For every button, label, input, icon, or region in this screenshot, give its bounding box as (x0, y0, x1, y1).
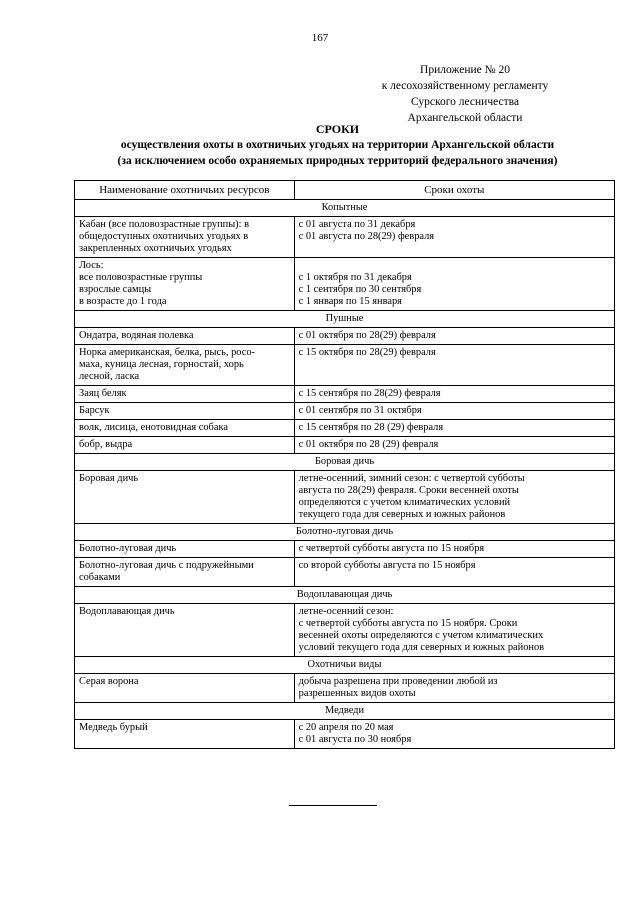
table-row (75, 604, 615, 657)
resource-line: в возрасте до 1 года (79, 296, 167, 307)
resource-line: лесной, ласка (79, 371, 140, 382)
group-ungulates: Копытные (75, 200, 615, 217)
group-row (75, 703, 615, 720)
group-meadow: Болотно-луговая дичь (75, 524, 615, 541)
appendix-line: Сурского лесничества (410, 96, 520, 108)
resource-cell: Боровая дичь (75, 471, 295, 524)
resource-cell: Барсук (75, 403, 295, 420)
appendix-line: к лесохозяйственному регламенту (381, 80, 549, 92)
dates-line: с четвертой субботы августа по 15 ноября. Сроки (298, 618, 518, 629)
dates-line: с 1 октября по 31 декабря (298, 272, 412, 283)
title-main: СРОКИ (315, 122, 360, 136)
table-row (75, 437, 615, 454)
dates-cell: с 01 октября по 28(29) февраля (294, 328, 614, 345)
dates-cell: с 01 октября по 28 (29) февраля (294, 437, 614, 454)
dates-cell (294, 674, 614, 703)
dates-line: с 20 апреля по 20 мая (298, 722, 394, 733)
resource-cell (75, 345, 295, 386)
dates-cell: с 15 сентября по 28(29) февраля (294, 386, 614, 403)
group-fur: Пушные (75, 311, 615, 328)
footnote-divider (289, 805, 377, 806)
resource-line: закрепленных охотничьих угодьях (79, 243, 232, 254)
dates-cell: с 01 сентября по 31 октября (294, 403, 614, 420)
dates-line: летне-осенний, зимний сезон: с четвертой субботы (298, 473, 525, 484)
table-row (75, 403, 615, 420)
group-row (75, 311, 615, 328)
table-row (75, 328, 615, 345)
group-bears: Медведи (75, 703, 615, 720)
dates-line: с 01 августа по 28(29) февраля (298, 231, 435, 242)
appendix-line: Архангельской области (407, 112, 523, 124)
dates-cell (294, 471, 614, 524)
table-row (75, 420, 615, 437)
dates-line: определяются с учетом климатических условий (298, 497, 511, 508)
resource-cell: Медведь бурый (75, 720, 295, 749)
resource-line: взрослые самцы (79, 284, 152, 295)
header-dates: Сроки охоты (294, 181, 614, 200)
dates-line: текущего года для северных и южных районов (298, 509, 506, 520)
table-row (75, 217, 615, 258)
dates-line (299, 260, 610, 272)
group-row (75, 657, 615, 674)
table-row (75, 674, 615, 703)
table-row (75, 558, 615, 587)
appendix-header (340, 62, 590, 126)
dates-line: августа по 28(29) февраля. Сроки весенней охоты (298, 485, 519, 496)
dates-cell: с 15 октября по 28(29) февраля (294, 345, 614, 386)
table-row (75, 541, 615, 558)
resource-cell: Заяц беляк (75, 386, 295, 403)
resource-cell (75, 558, 295, 587)
group-hunting-species: Охотничьи виды (75, 657, 615, 674)
dates-line: летне-осенний сезон: (298, 606, 394, 617)
resource-cell: Водоплавающая дичь (75, 604, 295, 657)
resource-line: собаками (79, 572, 121, 583)
resource-cell: Серая ворона (75, 674, 295, 703)
page-number: 167 (311, 32, 329, 44)
header-resource: Наименование охотничьих ресурсов (75, 181, 295, 200)
dates-cell: со второй субботы августа по 15 ноября (294, 558, 614, 587)
resource-line: Норка американская, белка, рысь, росо- (79, 347, 255, 358)
appendix-line: Приложение № 20 (420, 64, 510, 76)
table-row (75, 720, 615, 749)
group-upland: Боровая дичь (75, 454, 615, 471)
group-row (75, 524, 615, 541)
table-row (75, 471, 615, 524)
document-title (60, 122, 615, 169)
dates-cell (294, 258, 614, 311)
resource-cell: Ондатра, водяная полевка (75, 328, 295, 345)
dates-line: с 1 января по 15 января (298, 296, 402, 307)
title-subtitle: осуществления охоты в охотничьих угодьях на территории Архангельской области (120, 139, 555, 151)
dates-cell (294, 720, 614, 749)
dates-cell (294, 217, 614, 258)
resource-cell: бобр, выдра (75, 437, 295, 454)
resource-cell: Болотно-луговая дичь (75, 541, 295, 558)
table-row (75, 345, 615, 386)
dates-line: с 01 августа по 31 декабря (298, 219, 416, 230)
resource-cell (75, 217, 295, 258)
resource-cell: волк, лисица, енотовидная собака (75, 420, 295, 437)
table-header-row (75, 181, 615, 200)
table-row (75, 258, 615, 311)
group-row (75, 587, 615, 604)
table-row (75, 386, 615, 403)
dates-cell: с четвертой субботы августа по 15 ноября (294, 541, 614, 558)
dates-line: условий текущего года для северных и южных районов (298, 642, 545, 653)
resource-line: Болотно-луговая дичь с подружейными (79, 560, 254, 571)
group-row (75, 454, 615, 471)
dates-line: добыча разрешена при проведении любой из (298, 676, 498, 687)
dates-cell: с 15 сентября по 28 (29) февраля (294, 420, 614, 437)
dates-line: с 01 августа по 30 ноября (298, 734, 412, 745)
dates-cell (294, 604, 614, 657)
resource-line: маха, куница лесная, горностай, хорь (79, 359, 244, 370)
dates-line: весенней охоты определяются с учетом климатических (298, 630, 544, 641)
group-row (75, 200, 615, 217)
resource-line: общедоступных охотничьих угодьях в (79, 231, 249, 242)
group-waterfowl: Водоплавающая дичь (75, 587, 615, 604)
resource-line: Кабан (все половозрастные группы): в (79, 219, 250, 230)
hunting-seasons-table (74, 180, 615, 749)
title-subtitle: (за исключением особо охраняемых природных территорий федерального значения) (117, 155, 558, 167)
dates-line: разрешенных видов охоты (298, 688, 416, 699)
dates-line: с 1 сентября по 30 сентября (298, 284, 422, 295)
resource-line: Лось: (79, 260, 104, 271)
resource-cell (75, 258, 295, 311)
resource-line: все половозрастные группы (79, 272, 203, 283)
